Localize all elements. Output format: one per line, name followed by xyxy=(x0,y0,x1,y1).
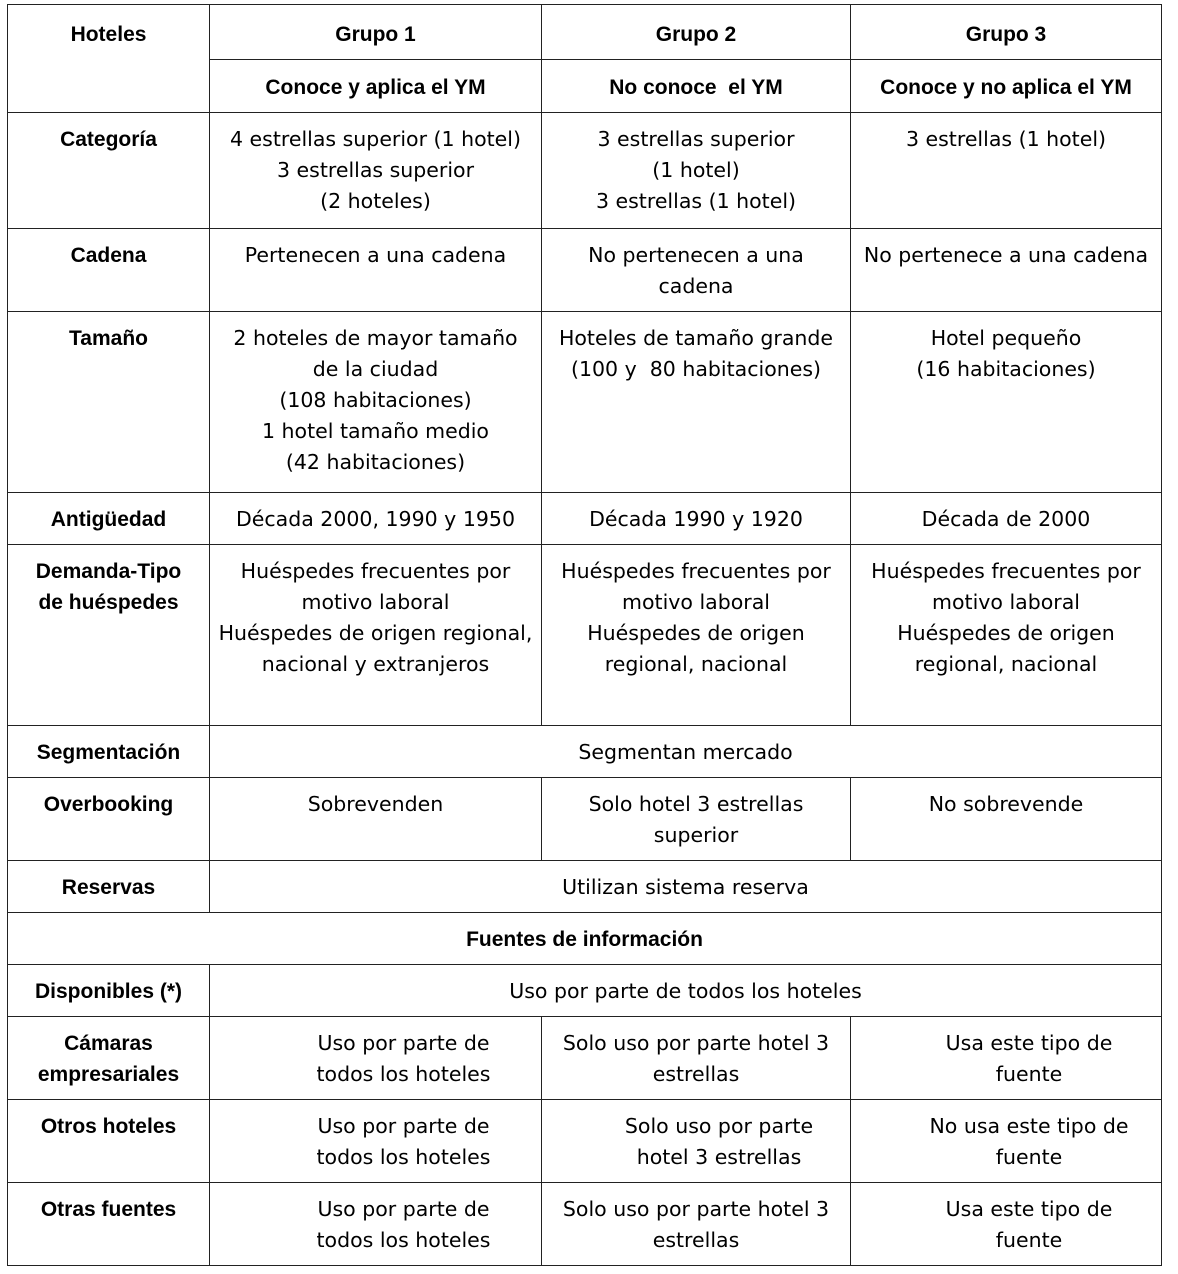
row-otros-hoteles xyxy=(8,1100,1162,1183)
row-tamano xyxy=(8,312,1162,493)
cell-categoria-g3: 3 estrellas (1 hotel) xyxy=(851,113,1162,229)
row-otras-fuentes xyxy=(8,1183,1162,1266)
cell-demanda-g1: Huéspedes frecuentes por motivo laboral Huéspedes de origen regional, nacional y extranjeros xyxy=(210,545,542,726)
cell-otros-hoteles-g1: Uso por parte de todos los hoteles xyxy=(210,1100,542,1183)
cell-antiguedad-g1: Década 2000, 1990 y 1950 xyxy=(210,493,542,545)
cell-tamano-g1: 2 hoteles de mayor tamaño de la ciudad (108 habitaciones) 1 hotel tamaño medio (42 habitaciones) xyxy=(210,312,542,493)
cell-antiguedad-g2: Década 1990 y 1920 xyxy=(542,493,851,545)
row-overbooking xyxy=(8,778,1162,861)
row-antiguedad xyxy=(8,493,1162,545)
row-demanda xyxy=(8,545,1162,726)
row-label-otros-hoteles: Otros hoteles xyxy=(8,1100,210,1183)
row-label-segmentacion: Segmentación xyxy=(8,726,210,778)
header-desc-grupo-2: No conoce el YM xyxy=(542,60,851,113)
header-desc-grupo-3: Conoce y no aplica el YM xyxy=(851,60,1162,113)
cell-otros-hoteles-g2: Solo uso por parte hotel 3 estrellas xyxy=(542,1100,851,1183)
cell-camaras-g3: Usa este tipo de fuente xyxy=(851,1017,1162,1100)
cell-segmentacion-all: Segmentan mercado xyxy=(210,726,1162,778)
cell-tamano-g2: Hoteles de tamaño grande (100 y 80 habitaciones) xyxy=(542,312,851,493)
row-disponibles xyxy=(8,965,1162,1017)
cell-camaras-g2: Solo uso por parte hotel 3 estrellas xyxy=(542,1017,851,1100)
row-label-demanda: Demanda-Tipo de huéspedes xyxy=(8,545,210,726)
cell-cadena-g3: No pertenece a una cadena xyxy=(851,229,1162,312)
cell-otras-fuentes-g1: Uso por parte de todos los hoteles xyxy=(210,1183,542,1266)
row-label-otras-fuentes: Otras fuentes xyxy=(8,1183,210,1266)
cell-otras-fuentes-g2: Solo uso por parte hotel 3 estrellas xyxy=(542,1183,851,1266)
cell-demanda-g2: Huéspedes frecuentes por motivo laboral Huéspedes de origen regional, nacional xyxy=(542,545,851,726)
cell-disponibles-all: Uso por parte de todos los hoteles xyxy=(210,965,1162,1017)
cell-overbooking-g2: Solo hotel 3 estrellas superior xyxy=(542,778,851,861)
row-label-antiguedad: Antigüedad xyxy=(8,493,210,545)
row-label-tamano: Tamaño xyxy=(8,312,210,493)
cell-otros-hoteles-g3: No usa este tipo de fuente xyxy=(851,1100,1162,1183)
row-reservas xyxy=(8,861,1162,913)
row-label-overbooking: Overbooking xyxy=(8,778,210,861)
row-fuentes-header xyxy=(8,913,1162,965)
header-grupo-1: Grupo 1 xyxy=(210,5,542,60)
row-cadena xyxy=(8,229,1162,312)
row-categoria xyxy=(8,113,1162,229)
cell-otras-fuentes-g3: Usa este tipo de fuente xyxy=(851,1183,1162,1266)
row-camaras xyxy=(8,1017,1162,1100)
cell-overbooking-g1: Sobrevenden xyxy=(210,778,542,861)
cell-tamano-g3: Hotel pequeño (16 habitaciones) xyxy=(851,312,1162,493)
cell-cadena-g1: Pertenecen a una cadena xyxy=(210,229,542,312)
header-hoteles: Hoteles xyxy=(8,5,210,113)
cell-categoria-g2: 3 estrellas superior (1 hotel) 3 estrellas (1 hotel) xyxy=(542,113,851,229)
cell-cadena-g2: No pertenecen a una cadena xyxy=(542,229,851,312)
header-grupo-3: Grupo 3 xyxy=(851,5,1162,60)
header-desc-grupo-1: Conoce y aplica el YM xyxy=(210,60,542,113)
cell-camaras-g1: Uso por parte de todos los hoteles xyxy=(210,1017,542,1100)
cell-categoria-g1: 4 estrellas superior (1 hotel) 3 estrellas superior (2 hoteles) xyxy=(210,113,542,229)
hotel-comparison-table xyxy=(7,4,1162,1266)
row-label-categoria: Categoría xyxy=(8,113,210,229)
row-label-camaras: Cámaras empresariales xyxy=(8,1017,210,1100)
row-segmentacion xyxy=(8,726,1162,778)
row-label-cadena: Cadena xyxy=(8,229,210,312)
cell-antiguedad-g3: Década de 2000 xyxy=(851,493,1162,545)
cell-reservas-all: Utilizan sistema reserva xyxy=(210,861,1162,913)
cell-demanda-g3: Huéspedes frecuentes por motivo laboral Huéspedes de origen regional, nacional xyxy=(851,545,1162,726)
row-label-reservas: Reservas xyxy=(8,861,210,913)
header-grupo-2: Grupo 2 xyxy=(542,5,851,60)
row-label-disponibles: Disponibles (*) xyxy=(8,965,210,1017)
section-fuentes-de-informacion: Fuentes de información xyxy=(8,913,1162,965)
cell-overbooking-g3: No sobrevende xyxy=(851,778,1162,861)
